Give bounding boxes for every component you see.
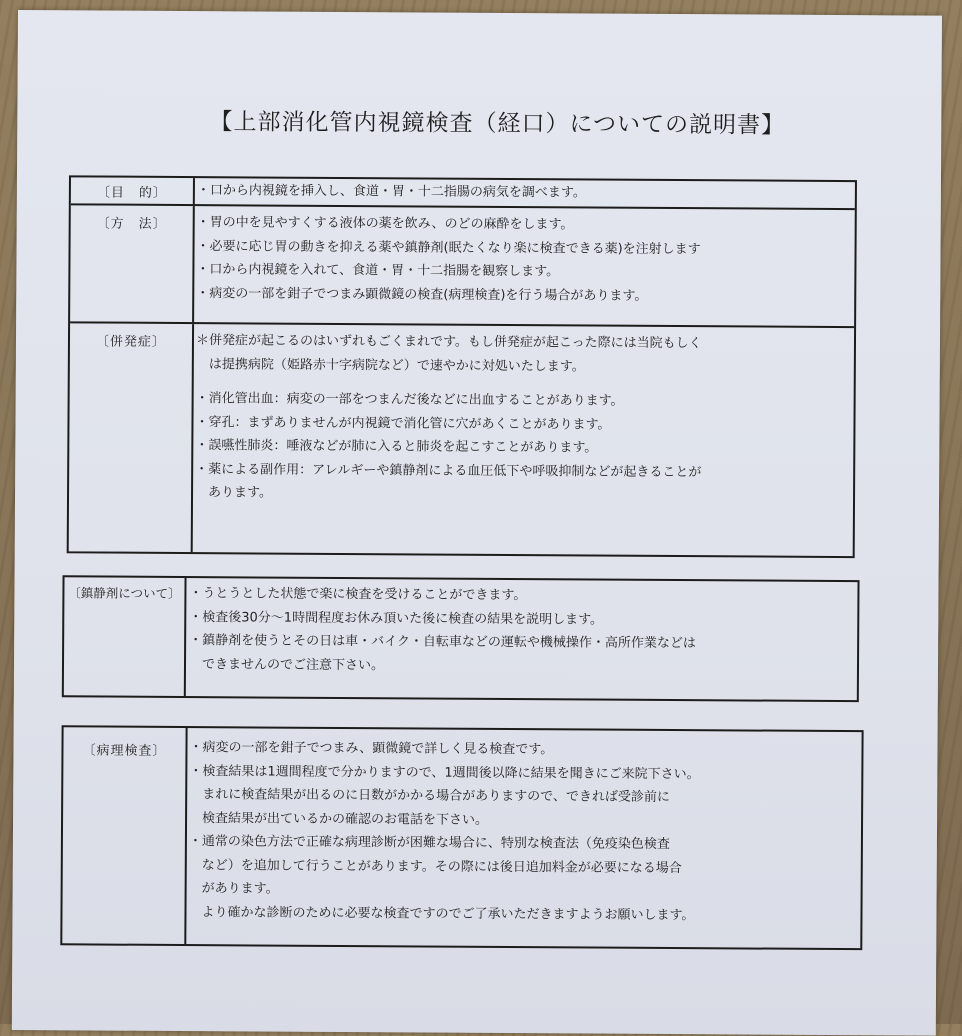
content-line: ・通常の染色方法で正確な病理診断が困難な場合に、特別な検査法（免疫染色検査 xyxy=(188,834,670,852)
content-line: ・消化管出血：病変の一部をつまんだ後などに出血することがあります。 xyxy=(195,391,624,409)
content-line: ・病変の一部を鉗子でつまみ、顕微鏡で詳しく見る検査です。 xyxy=(189,740,554,758)
content-line: ・薬による副作用：アレルギーや鎮静剤による血圧低下や呼吸抑制などが起きることが xyxy=(195,461,702,480)
section-content xyxy=(196,206,849,309)
section-sedative xyxy=(64,577,858,700)
content-line: ・検査結果は1週間程度で分かりますので、1週間後以降に結果を聞きにご来院下さい。 xyxy=(189,763,700,782)
content-line: あります。 xyxy=(208,485,273,501)
section-complications xyxy=(69,321,854,556)
content-line: ・誤嚥性肺炎：唾液などが肺に入ると肺炎を起こすことがあります。 xyxy=(195,438,598,456)
sedative-table xyxy=(62,575,860,702)
content-line: があります。 xyxy=(201,881,279,897)
document-title: 【上部消化管内視鏡検査（経口）についての説明書】 xyxy=(209,109,786,139)
section-pathology xyxy=(62,727,861,948)
section-content xyxy=(189,578,852,680)
main-table xyxy=(67,175,857,558)
pathology-table xyxy=(60,725,863,950)
section-content xyxy=(195,324,848,508)
content-line: ・口から内視鏡を入れて、食道・胃・十二指腸を観察します。 xyxy=(196,262,560,280)
content-line: ・病変の一部を鉗子でつまみ顕微鏡の検査(病理検査)を行う場合があります。 xyxy=(196,285,648,304)
content-line: ・鎮静剤を使うとその日は車・バイク・自転車などの運転や機械操作・高所作業などは xyxy=(189,633,696,652)
section-label: 〔目 的〕 xyxy=(71,177,195,204)
section-label: 〔病理検査〕 xyxy=(62,727,187,944)
content-line: など）を追加して行うことがあります。その際には後日追加料金が必要になる場合 xyxy=(201,857,682,876)
content-line: ・口から内視鏡を挿入し、食道・胃・十二指腸の病気を調べます。 xyxy=(196,183,586,201)
section-content xyxy=(197,178,849,206)
content-line: ・胃の中を見やすくする液体の薬を飲み、のどの麻酔をします。 xyxy=(196,215,574,233)
section-content xyxy=(188,728,855,928)
section-label: 〔鎮静剤について〕 xyxy=(64,577,187,696)
content-line: は提携病院（姫路赤十字病院など）で速やかに対処いたします。 xyxy=(208,356,585,374)
content-line: より確かな診断のために必要な検査ですのでご了承いただきますようお願いします。 xyxy=(201,904,695,923)
section-label: 〔併発症〕 xyxy=(69,323,194,552)
content-line: ＊併発症が起こるのはいずれもごくまれです。もし併発症が起こった際には当院もしく xyxy=(195,333,702,352)
content-line: ・検査後30分～1時間程度お休み頂いた後に検査の結果を説明します。 xyxy=(189,609,604,628)
content-line: まれに検査結果が出るのに日数がかかる場合がありますので、できれば受診前に xyxy=(202,787,670,805)
section-label: 〔方 法〕 xyxy=(70,205,195,322)
document-sheet xyxy=(12,10,942,1036)
content-line: 検査結果が出ているかの確認のお電話を下さい。 xyxy=(202,810,489,828)
content-line: ・必要に応じ胃の動きを抑える薬や鎮静剤(眠たくなり楽に検査できる薬)を注射します xyxy=(196,238,701,257)
section-method xyxy=(70,203,855,326)
content-line: できませんのでご注意下さい。 xyxy=(201,656,385,673)
content-line: ・うとうとした状態で楽に検査を受けることができます。 xyxy=(189,586,527,604)
content-line: ・穿孔：まずありませんが内視鏡で消化管に穴があくことがあります。 xyxy=(195,414,611,433)
